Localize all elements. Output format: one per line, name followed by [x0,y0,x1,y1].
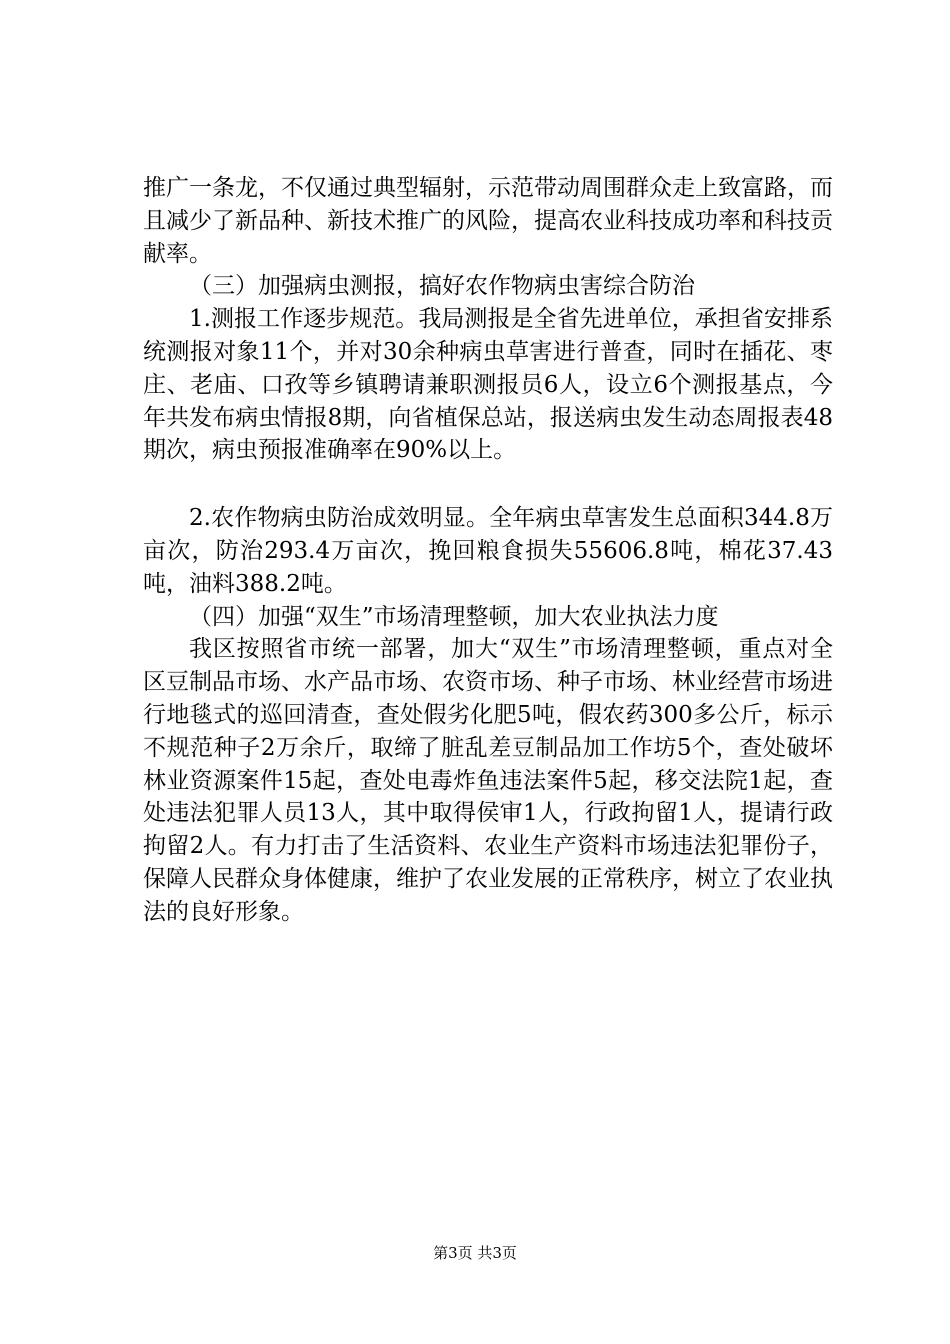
section-heading-three: （三）加强病虫测报，搞好农作物病虫害综合防治 [189,273,695,300]
page-footer: 第3页 共3页 [433,1244,517,1262]
paragraph-pest-control: 2.农作物病虫防治成效明显。全年病虫草害发生总面积344.8万亩次，防治293.4万亩次，挽回粮食损失55606.8吨，棉花37.43吨，油料388.2吨。 [143,505,833,597]
paragraph-continuation: 推广一条龙，不仅通过典型辐射，示范带动周围群众走上致富路，而且减少了新品种、新技术推广的风险，提高农业科技成功率和科技贡献率。 [143,175,833,267]
paragraph-market-enforcement: 我区按照省市统一部署，加大“双生”市场清理整顿，重点对全区豆制品市场、水产品市场、农资市场、种子市场、林业经营市场进行地毯式的巡回清查，查处假劣化肥5吨，假农药300多公斤，标示不规范种子2万余斤，取缔了脏乱差豆制品加工作坊5个，查处破坏林业资源案件15起，查处电毒炸鱼违法案件5起，移交法院1起，查处违法犯罪人员13人，其中取得侯审1人，行政拘留1人，提请行政拘留2人。有力打击了生活资料、农业生产资料市场违法犯罪份子，保障人民群众身体健康，维护了农业发展的正常秩序，树立了农业执法的良好形象。 [143,636,833,925]
paragraph-forecast-work: 1.测报工作逐步规范。我局测报是全省先进单位，承担省安排系统测报对象11个，并对30余种病虫草害进行普查，同时在插花、枣庄、老庙、口孜等乡镇聘请兼职测报员6人，设立6个测报基点，今年共发布病虫情报8期，向省植保总站，报送病虫发生动态周报表48期次，病虫预报准确率在90%以上。 [143,306,833,464]
section-heading-four: （四）加强“双生”市场清理整顿，加大农业执法力度 [189,603,719,630]
paragraph-spacer [143,467,833,502]
document-body [143,172,833,929]
